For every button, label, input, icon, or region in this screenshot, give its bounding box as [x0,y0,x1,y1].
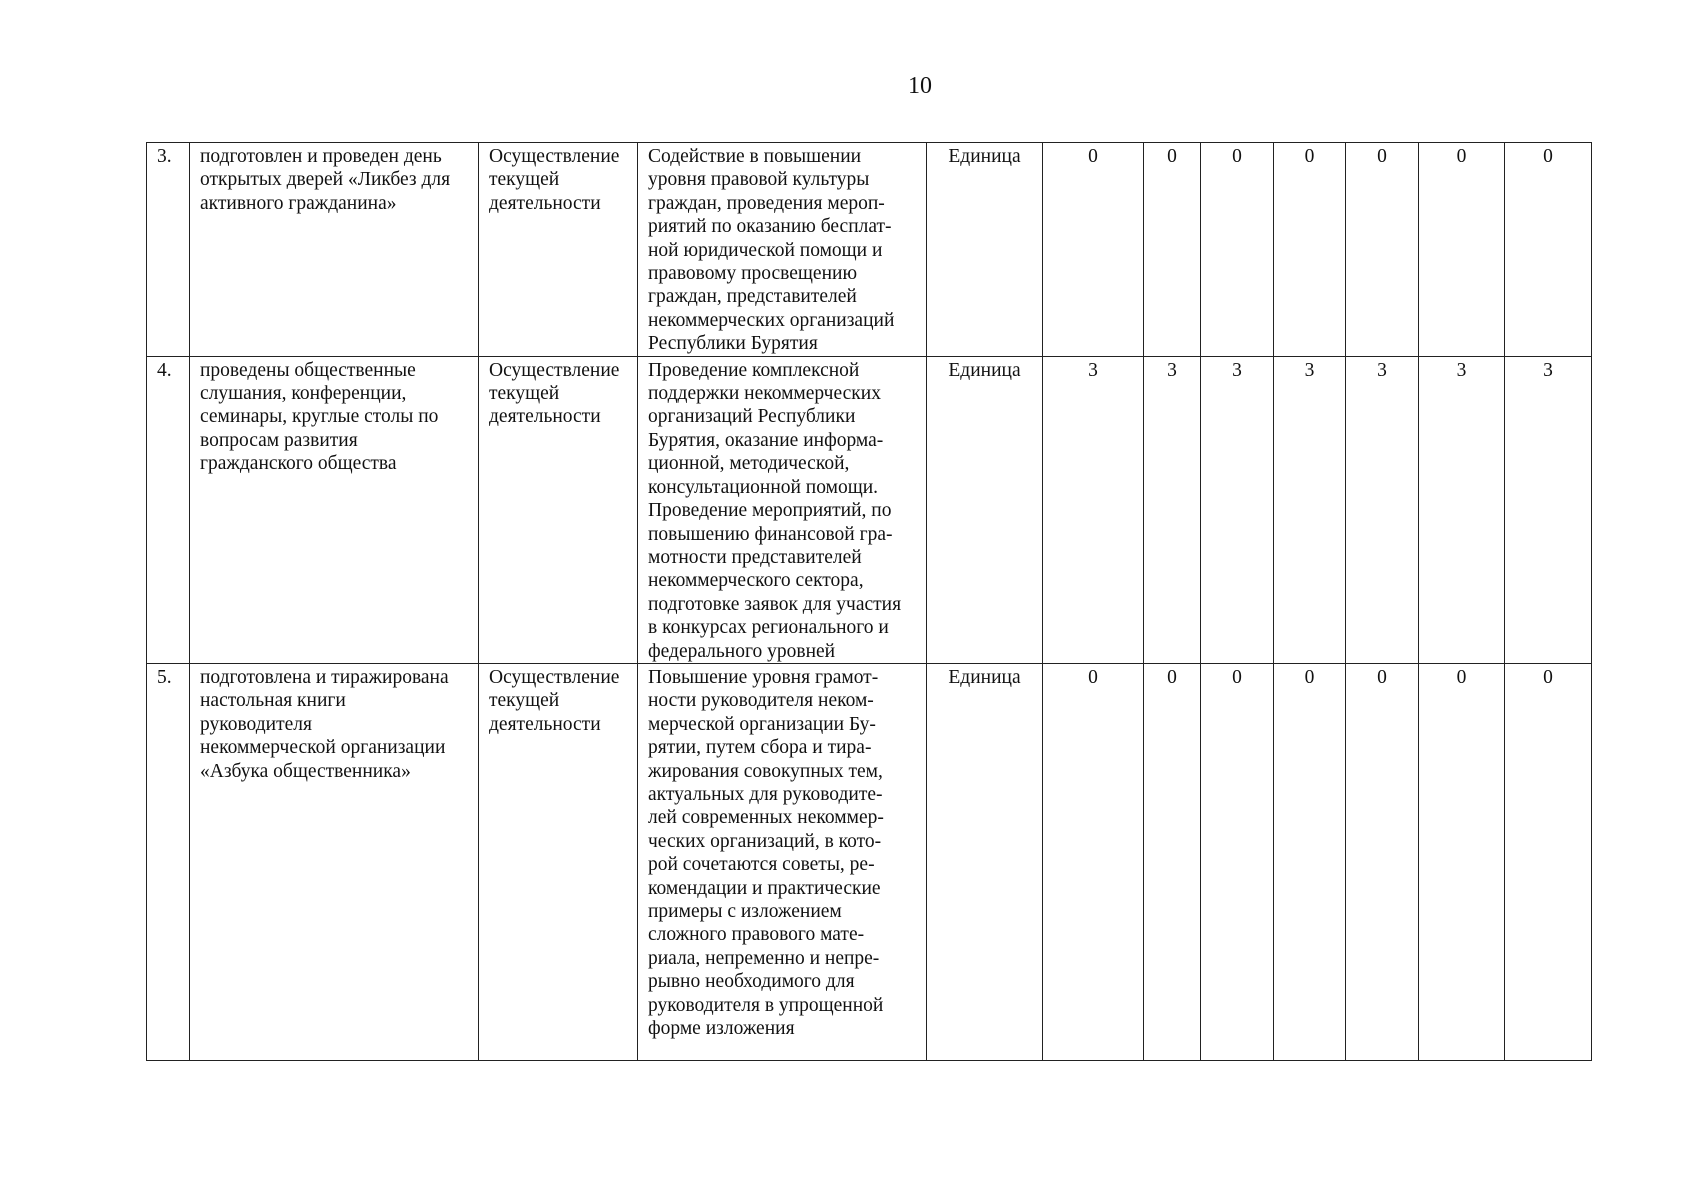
description-cell: Повышение уровня грамот- ности руководителя неком- мерческой организации Бу- рятии, путем сбора и тира- жирования совокупных тем, актуальных для руководите- лей современных некоммер- ческих организаций, в кото- рой сочетаются советы, ре- комендации и практические примеры с изложением сложного правового мате- риала, непременно и непре- рывно необходимого для руководителя в упрощенной форме изложения [638,663,927,1060]
value-cell: 0 [1419,663,1505,1060]
type-cell: Осуществление текущей деятельности [479,663,638,1060]
result-cell: проведены общественные слушания, конференции, семинары, круглые столы по вопросам развития гражданского общества [190,356,479,663]
row-index: 3. [147,143,190,357]
value-cell: 0 [1144,663,1201,1060]
value-cell: 0 [1274,663,1346,1060]
description-cell: Проведение комплексной поддержки некоммерческих организаций Республики Бурятия, оказание информа- ционной, методической, консультационной помощи. Проведение мероприятий, по повышению финансовой гра- мотности представителей некоммерческого сектора, подготовке заявок для участия в конкурсах регионального и федерального уровней [638,356,927,663]
result-cell: подготовлена и тиражирована настольная книги руководителя некоммерческой организации «Азбука общественника» [190,663,479,1060]
value-cell: 3 [1346,356,1419,663]
value-cell: 0 [1419,143,1505,357]
value-cell: 0 [1201,143,1274,357]
value-cell: 3 [1419,356,1505,663]
table-row [147,663,1592,1060]
page-number: 10 [908,73,932,99]
unit-cell: Единица [927,663,1043,1060]
value-cell: 0 [1274,143,1346,357]
value-cell: 0 [1043,663,1144,1060]
value-cell: 3 [1274,356,1346,663]
table-row [147,143,1592,357]
value-cell: 0 [1346,143,1419,357]
value-cell: 3 [1505,356,1592,663]
type-cell: Осуществление текущей деятельности [479,143,638,357]
value-cell: 3 [1144,356,1201,663]
unit-cell: Единица [927,143,1043,357]
value-cell: 3 [1201,356,1274,663]
description-cell: Содействие в повышении уровня правовой культуры граждан, проведения мероп- риятий по оказанию бесплат- ной юридической помощи и правовому просвещению граждан, представителей некоммерческих организаций Республики Бурятия [638,143,927,357]
value-cell: 0 [1043,143,1144,357]
value-cell: 0 [1346,663,1419,1060]
type-cell: Осуществление текущей деятельности [479,356,638,663]
value-cell: 3 [1043,356,1144,663]
value-cell: 0 [1505,663,1592,1060]
indicators-table [146,142,1592,1061]
row-index: 4. [147,356,190,663]
value-cell: 0 [1505,143,1592,357]
row-index: 5. [147,663,190,1060]
result-cell: подготовлен и проведен день открытых дверей «Ликбез для активного гражданина» [190,143,479,357]
unit-cell: Единица [927,356,1043,663]
value-cell: 0 [1144,143,1201,357]
table-row [147,356,1592,663]
value-cell: 0 [1201,663,1274,1060]
